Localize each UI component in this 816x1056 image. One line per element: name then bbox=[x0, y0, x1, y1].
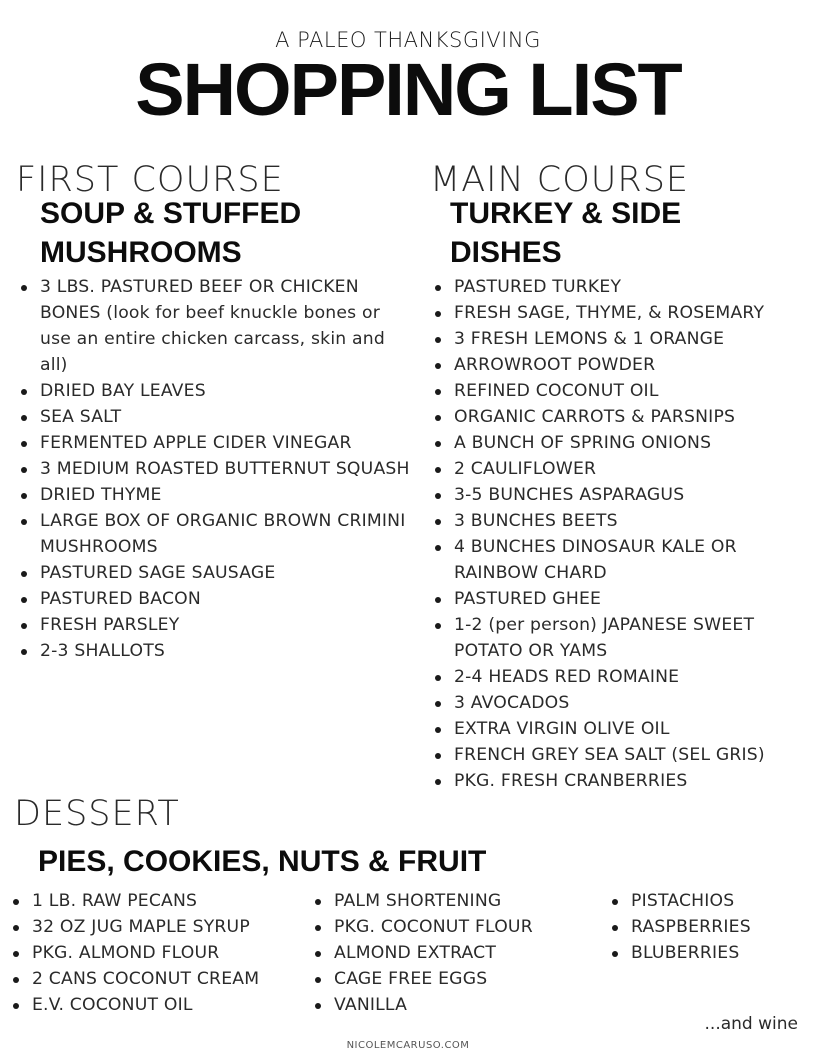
list-item: 32 OZ JUG MAPLE SYRUP bbox=[10, 914, 310, 940]
list-item: 1-2 (per person) JAPANESE SWEET POTATO OR YAMS bbox=[432, 612, 792, 664]
list-item: BLUBERRIES bbox=[609, 940, 809, 966]
list-item: REFINED COCONUT OIL bbox=[432, 378, 792, 404]
list-item: 3 LBS. PASTURED BEEF OR CHICKEN BONES (look for beef knuckle bones or use an entire chicken carcass, skin and all) bbox=[18, 274, 410, 378]
main-course-subheading: TURKEY & SIDE DISHES bbox=[450, 197, 682, 269]
list-item: PASTURED SAGE SAUSAGE bbox=[18, 560, 410, 586]
dessert-list-col-3 bbox=[609, 888, 809, 966]
list-item: PKG. FRESH CRANBERRIES bbox=[432, 768, 792, 794]
list-item: PASTURED BACON bbox=[18, 586, 410, 612]
page-title: SHOPPING LIST bbox=[135, 48, 681, 131]
list-item: 3 BUNCHES BEETS bbox=[432, 508, 792, 534]
dessert-list-col-1 bbox=[10, 888, 310, 1018]
main-course-list bbox=[432, 274, 792, 794]
list-item: 2-3 SHALLOTS bbox=[18, 638, 410, 664]
list-item: FERMENTED APPLE CIDER VINEGAR bbox=[18, 430, 410, 456]
list-item: 3 AVOCADOS bbox=[432, 690, 792, 716]
closing-note: ...and wine bbox=[704, 1014, 798, 1034]
list-item: PKG. ALMOND FLOUR bbox=[10, 940, 310, 966]
dessert-list-col-2 bbox=[312, 888, 607, 1018]
list-item: E.V. COCONUT OIL bbox=[10, 992, 310, 1018]
list-item: PALM SHORTENING bbox=[312, 888, 607, 914]
list-item: EXTRA VIRGIN OLIVE OIL bbox=[432, 716, 792, 742]
list-item: 3 FRESH LEMONS & 1 ORANGE bbox=[432, 326, 792, 352]
list-item: 1 LB. RAW PECANS bbox=[10, 888, 310, 914]
list-item: ARROWROOT POWDER bbox=[432, 352, 792, 378]
list-item: SEA SALT bbox=[18, 404, 410, 430]
list-item: PISTACHIOS bbox=[609, 888, 809, 914]
pretitle: A PALEO THANKSGIVING bbox=[275, 28, 541, 52]
list-item: FRESH PARSLEY bbox=[18, 612, 410, 638]
footer-website: NICOLEMCARUSO.COM bbox=[346, 1040, 470, 1051]
list-item: CAGE FREE EGGS bbox=[312, 966, 607, 992]
dessert-subheading: PIES, COOKIES, NUTS & FRUIT bbox=[38, 845, 487, 878]
list-item: 4 BUNCHES DINOSAUR KALE OR RAINBOW CHARD bbox=[432, 534, 792, 586]
list-item: VANILLA bbox=[312, 992, 607, 1018]
list-item: 3-5 BUNCHES ASPARAGUS bbox=[432, 482, 792, 508]
list-item: FRENCH GREY SEA SALT (SEL GRIS) bbox=[432, 742, 792, 768]
list-item: DRIED THYME bbox=[18, 482, 410, 508]
list-item: 2-4 HEADS RED ROMAINE bbox=[432, 664, 792, 690]
list-item: PASTURED TURKEY bbox=[432, 274, 792, 300]
list-item: 2 CANS COCONUT CREAM bbox=[10, 966, 310, 992]
list-item: DRIED BAY LEAVES bbox=[18, 378, 410, 404]
first-course-subheading: SOUP & STUFFED MUSHROOMS bbox=[40, 197, 302, 269]
list-item: ORGANIC CARROTS & PARSNIPS bbox=[432, 404, 792, 430]
list-item: A BUNCH OF SPRING ONIONS bbox=[432, 430, 792, 456]
list-item: LARGE BOX OF ORGANIC BROWN CRIMINI MUSHROOMS bbox=[18, 508, 410, 560]
first-course-list bbox=[18, 274, 410, 664]
list-item: 3 MEDIUM ROASTED BUTTERNUT SQUASH bbox=[18, 456, 410, 482]
dessert-heading: DESSERT bbox=[14, 794, 180, 834]
list-item: 2 CAULIFLOWER bbox=[432, 456, 792, 482]
main-course-heading: MAIN COURSE bbox=[430, 160, 690, 200]
list-item: RASPBERRIES bbox=[609, 914, 809, 940]
list-item: ALMOND EXTRACT bbox=[312, 940, 607, 966]
first-course-heading: FIRST COURSE bbox=[16, 160, 284, 200]
list-item: FRESH SAGE, THYME, & ROSEMARY bbox=[432, 300, 792, 326]
list-item: PKG. COCONUT FLOUR bbox=[312, 914, 607, 940]
list-item: PASTURED GHEE bbox=[432, 586, 792, 612]
